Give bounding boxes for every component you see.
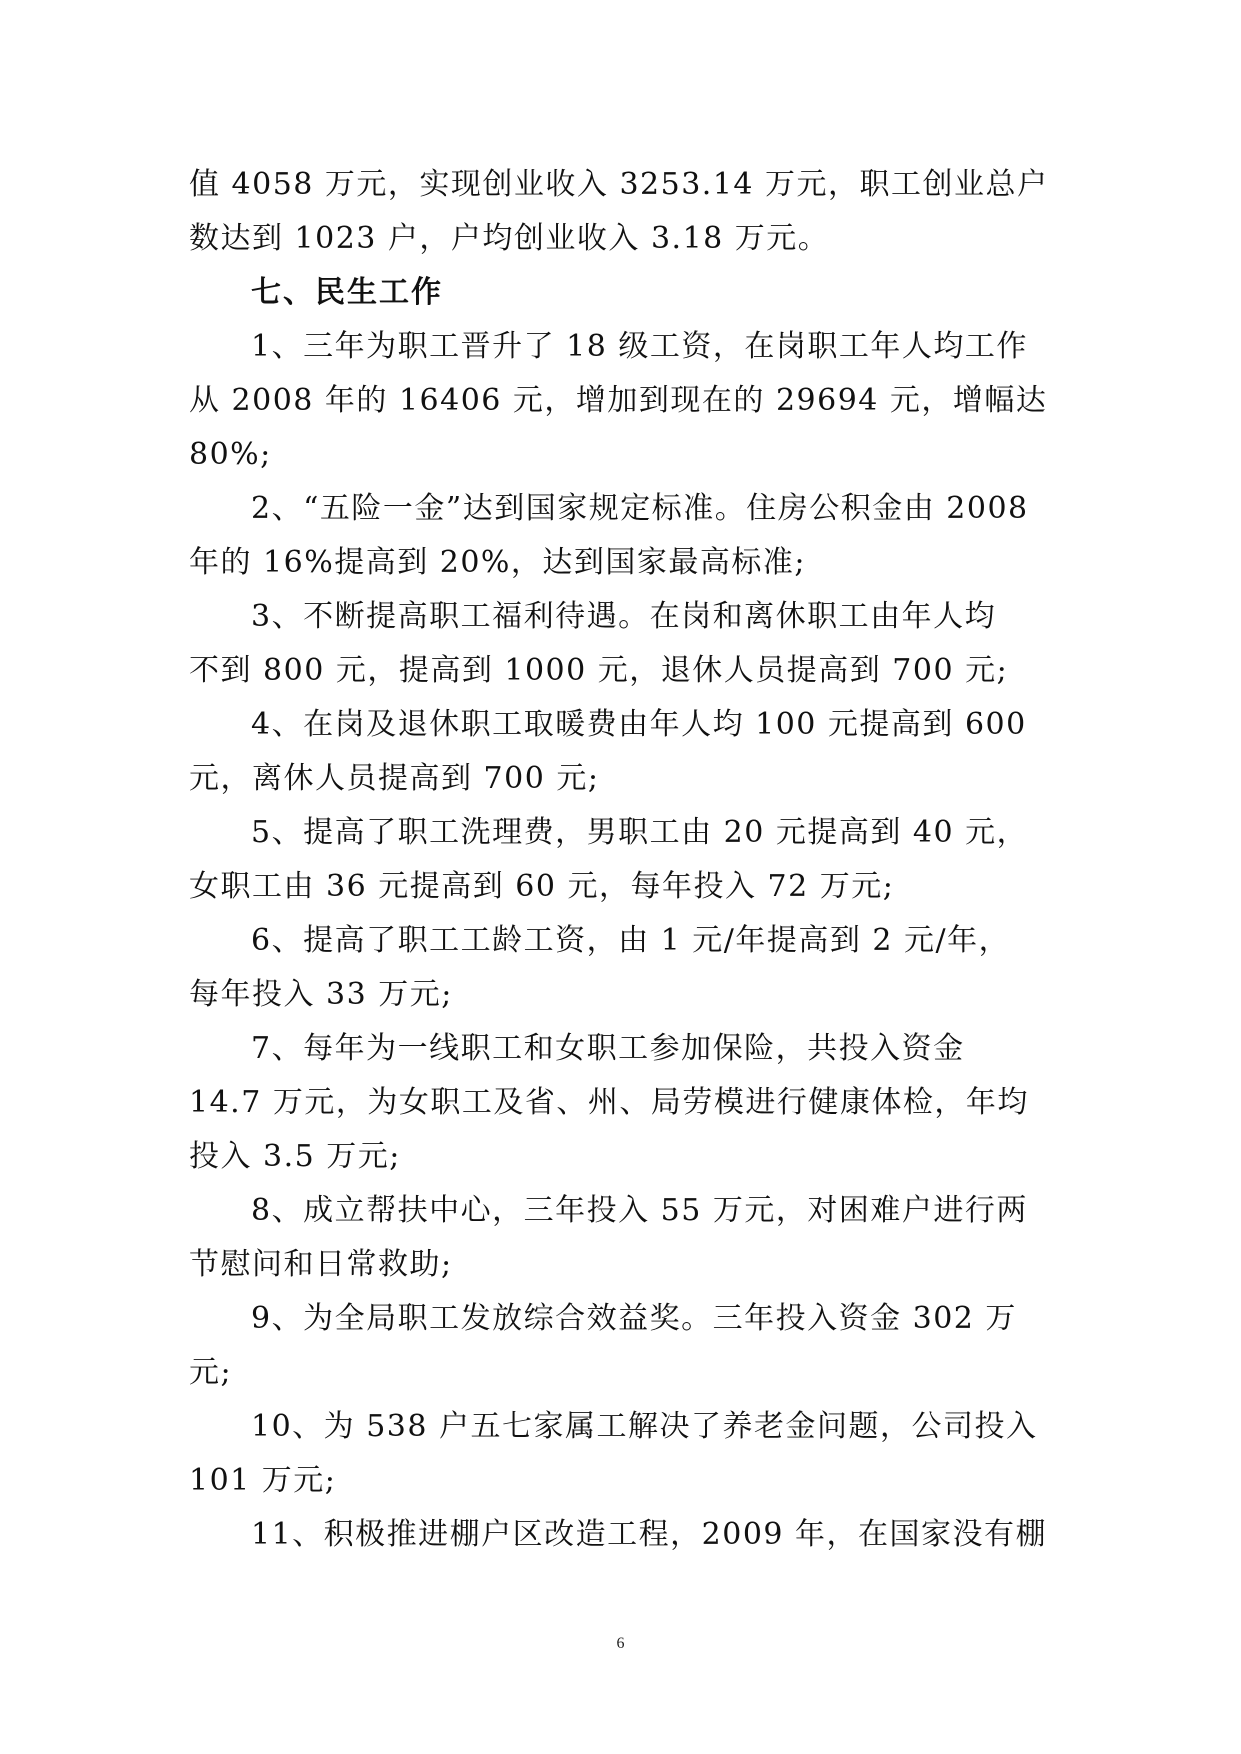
text-line: 3、不断提高职工福利待遇。在岗和离休职工由年人均 bbox=[251, 599, 997, 634]
text-line: 值 4058 万元，实现创业收入 3253.14 万元，职工创业总户 bbox=[189, 167, 1049, 202]
text-line: 10、为 538 户五七家属工解决了养老金问题，公司投入 bbox=[251, 1409, 1038, 1444]
text-line: 数达到 1023 户，户均创业收入 3.18 万元。 bbox=[189, 221, 830, 256]
text-line: 101 万元; bbox=[189, 1463, 337, 1498]
text-line: 女职工由 36 元提高到 60 元，每年投入 72 万元; bbox=[189, 869, 895, 904]
text-line: 2、“五险一金”达到国家规定标准。住房公积金由 2008 bbox=[251, 491, 1029, 526]
text-line: 4、在岗及退休职工取暖费由年人均 100 元提高到 600 bbox=[251, 707, 1027, 742]
text-line: 5、提高了职工洗理费，男职工由 20 元提高到 40 元， bbox=[251, 815, 1029, 850]
text-line: 7、每年为一线职工和女职工参加保险，共投入资金 bbox=[251, 1031, 965, 1066]
section-heading: 七、民生工作 bbox=[251, 275, 443, 310]
document-body bbox=[189, 158, 1049, 1562]
text-line: 元; bbox=[189, 1355, 233, 1390]
text-line: 11、积极推进棚户区改造工程，2009 年，在国家没有棚 bbox=[251, 1517, 1048, 1552]
text-line: 8、成立帮扶中心，三年投入 55 万元，对困难户进行两 bbox=[251, 1193, 1028, 1228]
text-line: 14.7 万元，为女职工及省、州、局劳模进行健康体检，年均 bbox=[189, 1085, 1029, 1120]
text-line: 年的 16%提高到 20%，达到国家最高标准; bbox=[189, 545, 807, 580]
text-line: 不到 800 元，提高到 1000 元，退休人员提高到 700 元; bbox=[189, 653, 1009, 688]
text-line: 9、为全局职工发放综合效益奖。三年投入资金 302 万 bbox=[251, 1301, 1017, 1336]
page-number: 6 bbox=[616, 1635, 625, 1652]
text-line: 6、提高了职工工龄工资，由 1 元/年提高到 2 元/年， bbox=[251, 923, 1011, 958]
text-line: 元，离休人员提高到 700 元; bbox=[189, 761, 600, 796]
text-line: 节慰问和日常救助; bbox=[189, 1247, 453, 1282]
text-line: 从 2008 年的 16406 元，增加到现在的 29694 元，增幅达 bbox=[189, 383, 1048, 418]
text-line: 1、三年为职工晋升了 18 级工资，在岗职工年人均工作 bbox=[251, 329, 1028, 364]
text-line: 80%; bbox=[189, 437, 272, 472]
text-line: 每年投入 33 万元; bbox=[189, 977, 453, 1012]
text-line: 投入 3.5 万元; bbox=[189, 1139, 401, 1174]
